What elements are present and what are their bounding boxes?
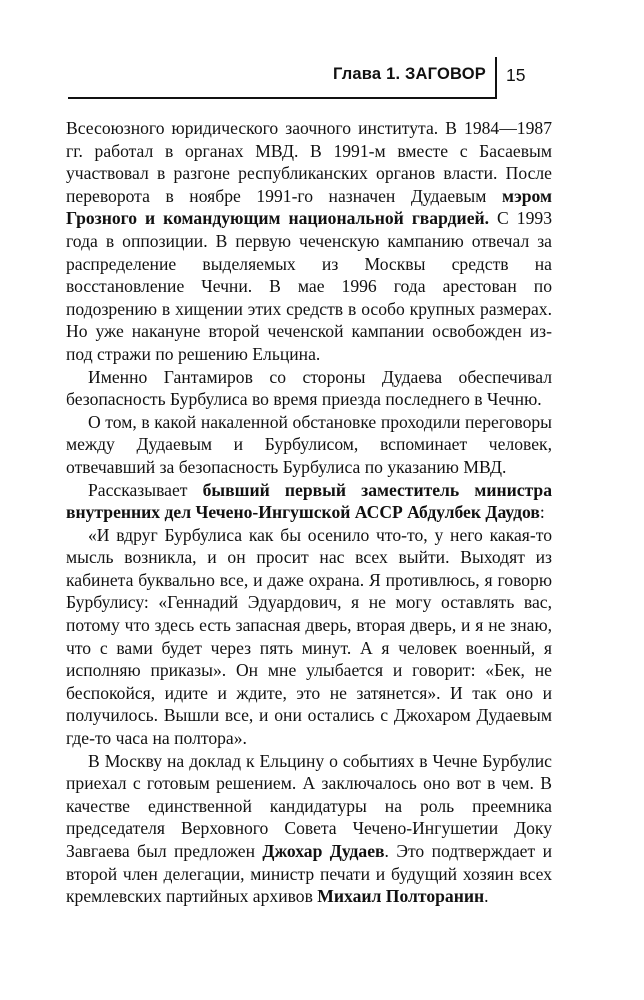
text-segment: С 1993 года в оппозиции. В первую чеченскую кампанию отвечал за распределение выделяемых из Москвы средств на восстановление Чечни. В мае 1996 года арестован по подозрению в хищении этих средств в особо крупных размерах. Но уже накануне второй чеченской кампании освобожден из-под стражи по решению Ельцина. xyxy=(66,208,552,364)
text-segment: В Москву на доклад к Ельцину о событиях в Чечне Бурбулис приехал с готовым решением. А заключалось оно вот в чем. В качестве единственной кандидатуры на роль преемника председателя Верховного Совета Чечено-Ингушетии Доку Завгаева был предложен xyxy=(66,750,552,861)
text-segment: «И вдруг Бурбулиса как бы осенило что-то, у него какая-то мысль возникла, и он просит нас всех выйти. Выходят из кабинета буквально все, и даже охрана. Я противлюсь, я говорю Бурбулису: «Геннадий Эдуардович, я не могу оставлять вас, потому что здесь есть запасная дверь, вторая дверь, и я не знаю, что с вами будет через пять минут. А я человек военный, я исполняю приказы». Он мне улыбается и говорит: «Бек, не беспокойся, идите и ждите, это не затянется». И так оно и получилось. Вышли все, и они остались с Джохаром Дудаевым где-то часа на полтора». xyxy=(66,524,552,749)
paragraph xyxy=(66,366,552,411)
text-segment: Рассказывает xyxy=(88,479,203,500)
bold-text-segment: Михаил Полторанин xyxy=(317,886,485,907)
paragraph xyxy=(66,411,552,479)
text-segment: : xyxy=(539,502,545,523)
header-divider-vertical xyxy=(495,57,497,99)
text-segment: Всесоюзного юридического заочного института. В 1984—1987 гг. работал в органах МВД. В 1991-м вместе с Басаевым участвовал в разгоне республиканских органов власти. После переворота в ноябре 1991-го назначен Дудаевым xyxy=(66,118,552,206)
page-number: 15 xyxy=(506,65,526,85)
text-segment: О том, в какой накаленной обстановке проходили переговоры между Дудаевым и Бурбулисом, вспоминает человек, отвечавший за безопасность Бурбулиса по указанию МВД. xyxy=(66,411,552,477)
text-segment: . xyxy=(484,886,489,907)
paragraph xyxy=(66,750,552,908)
header-rule xyxy=(68,97,496,99)
paragraph xyxy=(66,117,552,366)
body-text xyxy=(66,117,552,908)
bold-text-segment: мэром Грозного и командующим национальной гвардией. xyxy=(66,185,552,229)
text-segment: Именно Гантамиров со стороны Дудаева обеспечивал безопасность Бурбулиса во время приезда последнего в Чечню. xyxy=(66,366,552,410)
paragraph xyxy=(66,479,552,524)
chapter-title: Глава 1. ЗАГОВОР xyxy=(333,65,486,83)
bold-text-segment: Джохар Дудаев xyxy=(262,841,385,861)
bold-text-segment: бывший первый заместитель министра внутренних дел Чечено-Ингушской АССР Абдулбек Даудов xyxy=(66,479,552,523)
text-segment: . Это подтверждает и второй член делегации, министр печати и будущий хозяин всех кремлевских партийных архивов xyxy=(66,841,552,907)
quote-paragraph xyxy=(66,524,552,750)
